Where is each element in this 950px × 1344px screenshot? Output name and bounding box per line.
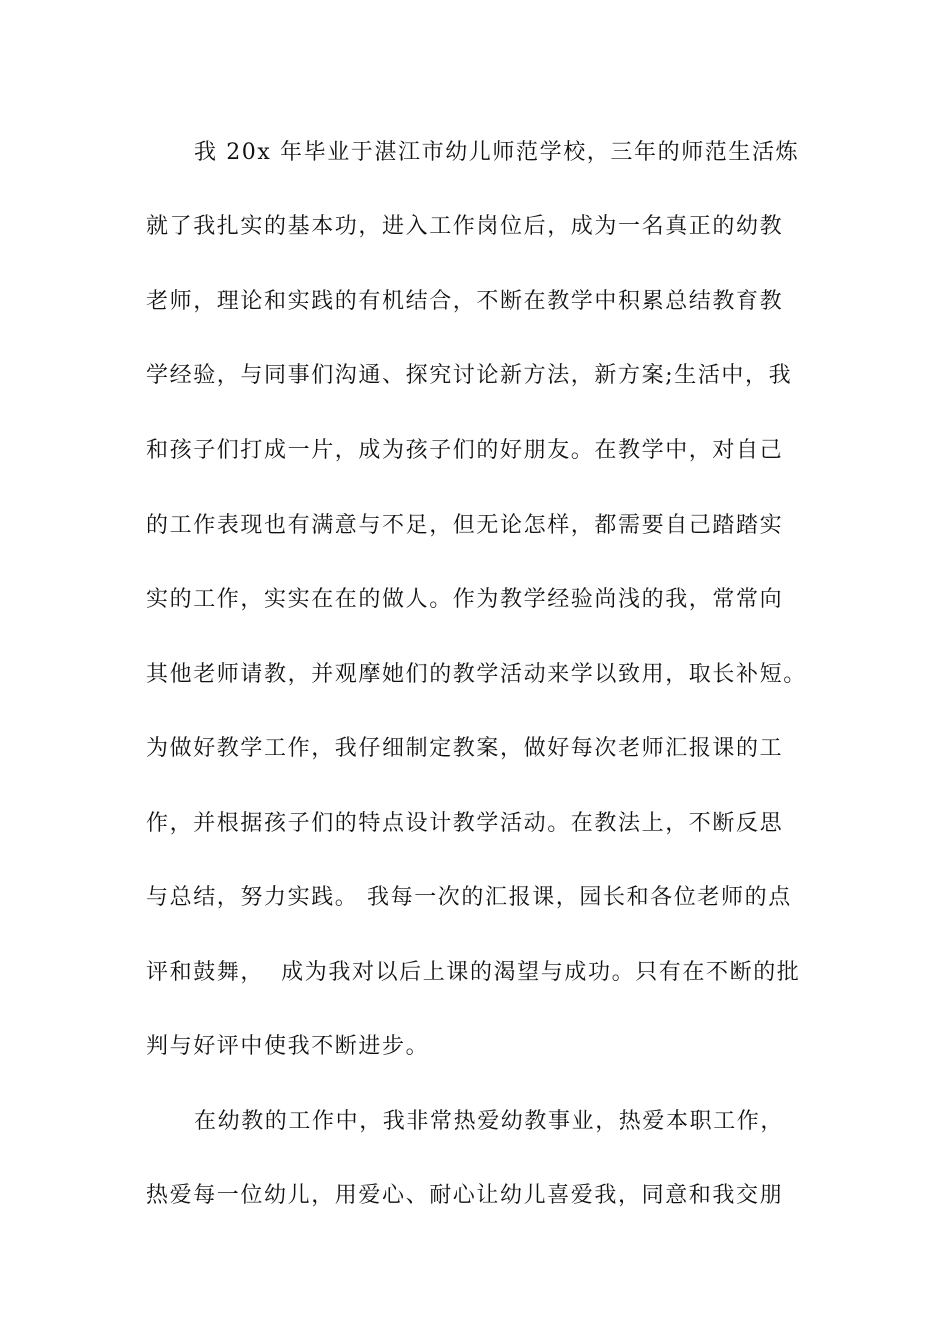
paragraph-line: 我 20x 年毕业于湛江市幼儿师范学校，三年的师范生活炼 <box>194 140 800 165</box>
paragraph-line: 与总结，努力实践。 我每一次的汇报课，园长和各位老师的点 <box>146 885 792 910</box>
paragraph-line: 热爱每一位幼儿，用爱心、耐心让幼儿喜爱我，同意和我交朋 <box>146 1183 784 1208</box>
paragraph-line: 老师，理论和实践的有机结合，不断在教学中积累总结教育教 <box>146 289 784 314</box>
paragraph-line: 学经验，与同事们沟通、探究讨论新方法，新方案;生活中，我 <box>146 363 793 388</box>
paragraph-line: 的工作表现也有满意与不足，但无论怎样，都需要自己踏踏实 <box>146 513 784 538</box>
paragraph-line: 为做好教学工作，我仔细制定教案，做好每次老师汇报课的工 <box>146 736 784 761</box>
paragraph-line: 判与好评中使我不断进步。 <box>146 1034 430 1059</box>
paragraph-line: 评和鼓舞， 成为我对以后上课的渴望与成功。只有在不断的批 <box>146 960 801 985</box>
paragraph-line: 作，并根据孩子们的特点设计教学活动。在教法上，不断反思 <box>146 811 784 836</box>
paragraph-line: 实的工作，实实在在的做人。作为教学经验尚浅的我，常常向 <box>146 587 784 612</box>
paragraph-line: 就了我扎实的基本功，进入工作岗位后，成为一名真正的幼教 <box>146 214 784 239</box>
paragraph-line: 在幼教的工作中，我非常热爱幼教事业，热爱本职工作， <box>194 1109 785 1134</box>
paragraph-line: 其他老师请教，并观摩她们的教学活动来学以致用，取长补短。 <box>146 662 807 687</box>
paragraph-line: 和孩子们打成一片，成为孩子们的好朋友。在教学中，对自己 <box>146 438 784 463</box>
